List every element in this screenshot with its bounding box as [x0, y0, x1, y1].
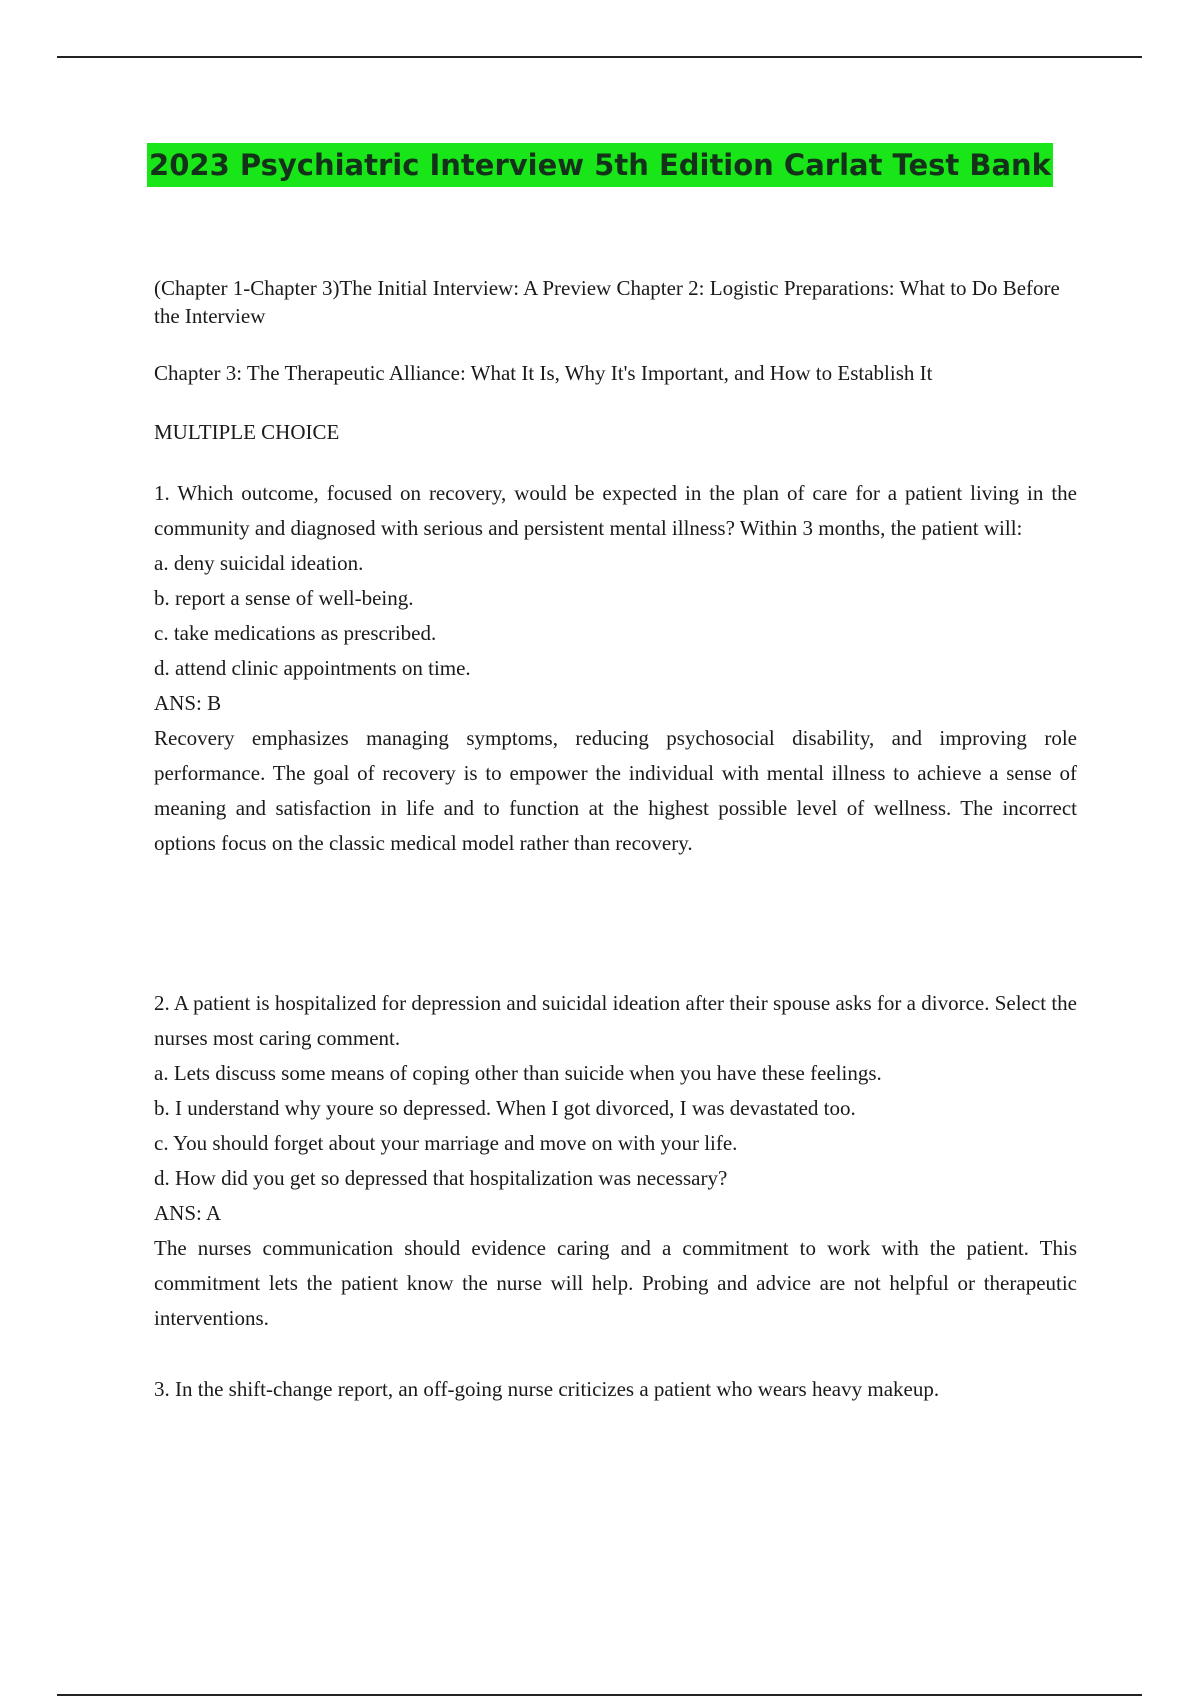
section-label-text: MULTIPLE CHOICE: [154, 420, 340, 444]
question-stem: 3. In the shift-change report, an off-going nurse criticizes a patient who wears heavy makeup.: [154, 1377, 940, 1401]
question-stem: 2. A patient is hospitalized for depression and suicidal ideation after their spouse asks for a divorce. Select the nurses most caring comment.: [154, 991, 1077, 1050]
option-d: d. How did you get so depressed that hospitalization was necessary?: [154, 1166, 728, 1190]
chapter3-line: [154, 359, 1077, 387]
option-b: b. I understand why youre so depressed. When I got divorced, I was devastated too.: [154, 1096, 856, 1120]
answer: ANS: B: [154, 691, 222, 715]
option-c: c. take medications as prescribed.: [154, 621, 437, 645]
document-title: 2023 Psychiatric Interview 5th Edition Carlat Test Bank: [147, 143, 1053, 187]
rationale: Recovery emphasizes managing symptoms, reducing psychosocial disability, and improving role performance. The goal of recovery is to empower the individual with mental illness to achieve a sense of meaning and satisfaction in life and to function at the highest possible level of wellness. The incorrect options focus on the classic medical model rather than recovery.: [154, 726, 1077, 855]
chapters-line: [154, 274, 1077, 330]
chapters-text: (Chapter 1-Chapter 3)The Initial Interview: A Preview Chapter 2: Logistic Preparations: What to Do Before the Interview: [154, 276, 1060, 328]
title-block: [0, 143, 1200, 187]
bottom-rule: [57, 1694, 1142, 1696]
section-label: [154, 418, 1077, 446]
answer: ANS: A: [154, 1201, 222, 1225]
rationale: The nurses communication should evidence caring and a commitment to work with the patient. This commitment lets the patient know the nurse will help. Probing and advice are not helpful or therapeutic interventions.: [154, 1236, 1077, 1330]
top-rule: [57, 56, 1142, 58]
option-b: b. report a sense of well-being.: [154, 586, 414, 610]
option-d: d. attend clinic appointments on time.: [154, 656, 471, 680]
option-c: c. You should forget about your marriage and move on with your life.: [154, 1131, 738, 1155]
question-stem: 1. Which outcome, focused on recovery, would be expected in the plan of care for a patient living in the community and diagnosed with serious and persistent mental illness? Within 3 months, the patient will:: [154, 481, 1077, 540]
question-1: [154, 476, 1077, 861]
chapter3-text: Chapter 3: The Therapeutic Alliance: What It Is, Why It's Important, and How to Establish It: [154, 361, 933, 385]
option-a: a. Lets discuss some means of coping other than suicide when you have these feelings.: [154, 1061, 882, 1085]
question-2: [154, 986, 1077, 1336]
option-a: a. deny suicidal ideation.: [154, 551, 364, 575]
question-3: [154, 1372, 1077, 1407]
